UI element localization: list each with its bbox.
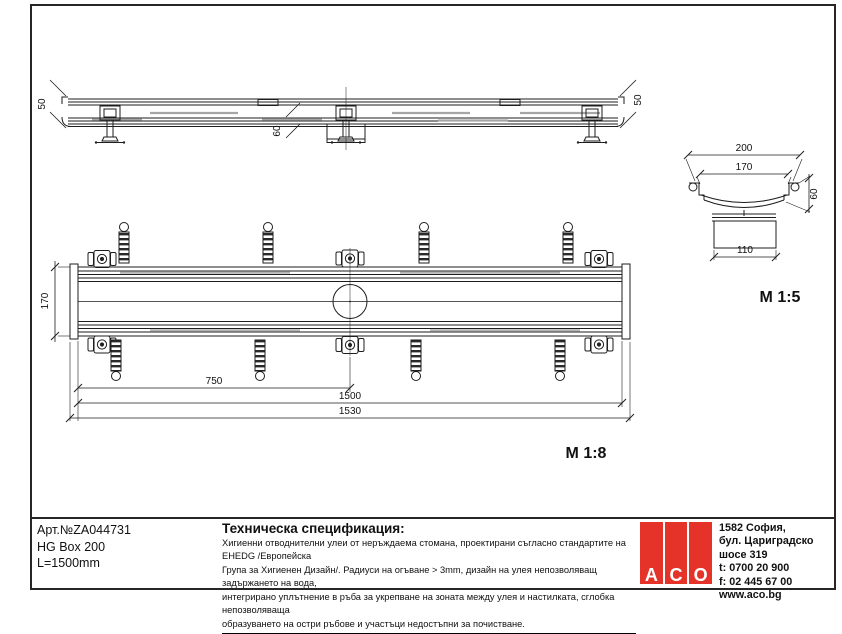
anchor-leg: [255, 340, 265, 381]
anchor-leg: [111, 340, 121, 381]
dim-label-body-length: 1500: [338, 391, 362, 402]
article-number: Арт.№ZA044731: [37, 523, 131, 537]
dim-label-width: 170: [40, 292, 51, 310]
anchor-leg: [263, 223, 273, 264]
dim-750: [74, 376, 354, 392]
dim-60: [786, 174, 820, 213]
logo-letter-o: O: [693, 565, 708, 585]
outlet-spigot: [712, 214, 776, 248]
side-elevation-view: [37, 80, 644, 150]
dim-label-outlet-width: 110: [737, 245, 753, 256]
dim-label-overall-length: 1530: [338, 406, 362, 417]
technical-specification: [214, 519, 640, 629]
cross-section-view: [684, 143, 820, 306]
dim-1530: [66, 406, 634, 422]
spec-line: Група за Хигиенен Дизайн/. Радиуси на огъване > 3mm, дизайн на улея непозволяващ задържането на вода,: [222, 564, 597, 589]
anchor-leg: [419, 223, 429, 264]
part-info: [32, 519, 214, 588]
dim-label-end-height-right: 50: [633, 94, 644, 106]
product-name: HG Box 200: [37, 539, 106, 554]
anchor-leg: [563, 223, 573, 264]
right-flange: [622, 264, 630, 339]
company-phone: t: 0700 20 900: [719, 562, 790, 575]
edge-clamp: [585, 251, 613, 268]
company-address: [712, 519, 834, 602]
channel-profile: [689, 183, 799, 216]
anchor-leg: [555, 340, 565, 381]
logo-bar: [640, 522, 663, 584]
left-end-cap: [62, 97, 71, 127]
product-length: L=1500mm: [37, 556, 100, 571]
dim-label-to-center: 750: [205, 376, 223, 387]
dim-170-width: [40, 261, 70, 342]
logo-letter-a: A: [644, 565, 658, 585]
plan-view: [40, 223, 634, 463]
logo-bar: [689, 522, 712, 584]
dim-110: [710, 245, 780, 261]
dim-170: [696, 162, 792, 184]
aco-logo: [640, 522, 712, 584]
dim-1500: [74, 391, 626, 407]
dim-label-depth: 60: [272, 125, 283, 137]
anchor-leg: [411, 340, 421, 381]
spec-text: [222, 537, 636, 634]
left-flange: [70, 264, 78, 339]
company-fax: f: 02 445 67 00: [719, 575, 793, 588]
company-website: www.aco.bg: [719, 589, 782, 602]
anchor-leg: [119, 223, 129, 264]
dim-label-end-height-left: 50: [37, 98, 48, 110]
logo-bar: [665, 522, 688, 584]
section-scale-label: M 1:5: [759, 289, 801, 306]
edge-clamp: [585, 336, 613, 353]
address-street: бул. Цариградско шосе 319: [719, 535, 814, 561]
dim-label-channel-width: 170: [735, 162, 753, 173]
edge-clamp: [88, 251, 116, 268]
right-end-cap: [615, 97, 624, 127]
spec-line: Хигиенни отводнителни улеи от неръждаема стомана, проектирани съгласно стандартите на EHEDG /Европейска: [222, 538, 626, 562]
title-block: [32, 517, 834, 629]
spec-line: образуването на остри ръбове и участъци недостъпни за почистване.: [222, 618, 525, 629]
dim-label-height: 60: [809, 188, 820, 200]
spec-heading: Техническа спецификация:: [222, 521, 405, 536]
logo-letter-c: C: [669, 565, 683, 585]
spec-line: интегрирано уплътнение в ръба за укрепване на зоната между улея и настилката, сглобка непозволяваща: [222, 591, 615, 616]
address-city: 1582 София,: [719, 522, 786, 534]
dim-label-overall-width: 200: [735, 143, 753, 154]
plan-scale-label: M 1:8: [565, 445, 607, 462]
